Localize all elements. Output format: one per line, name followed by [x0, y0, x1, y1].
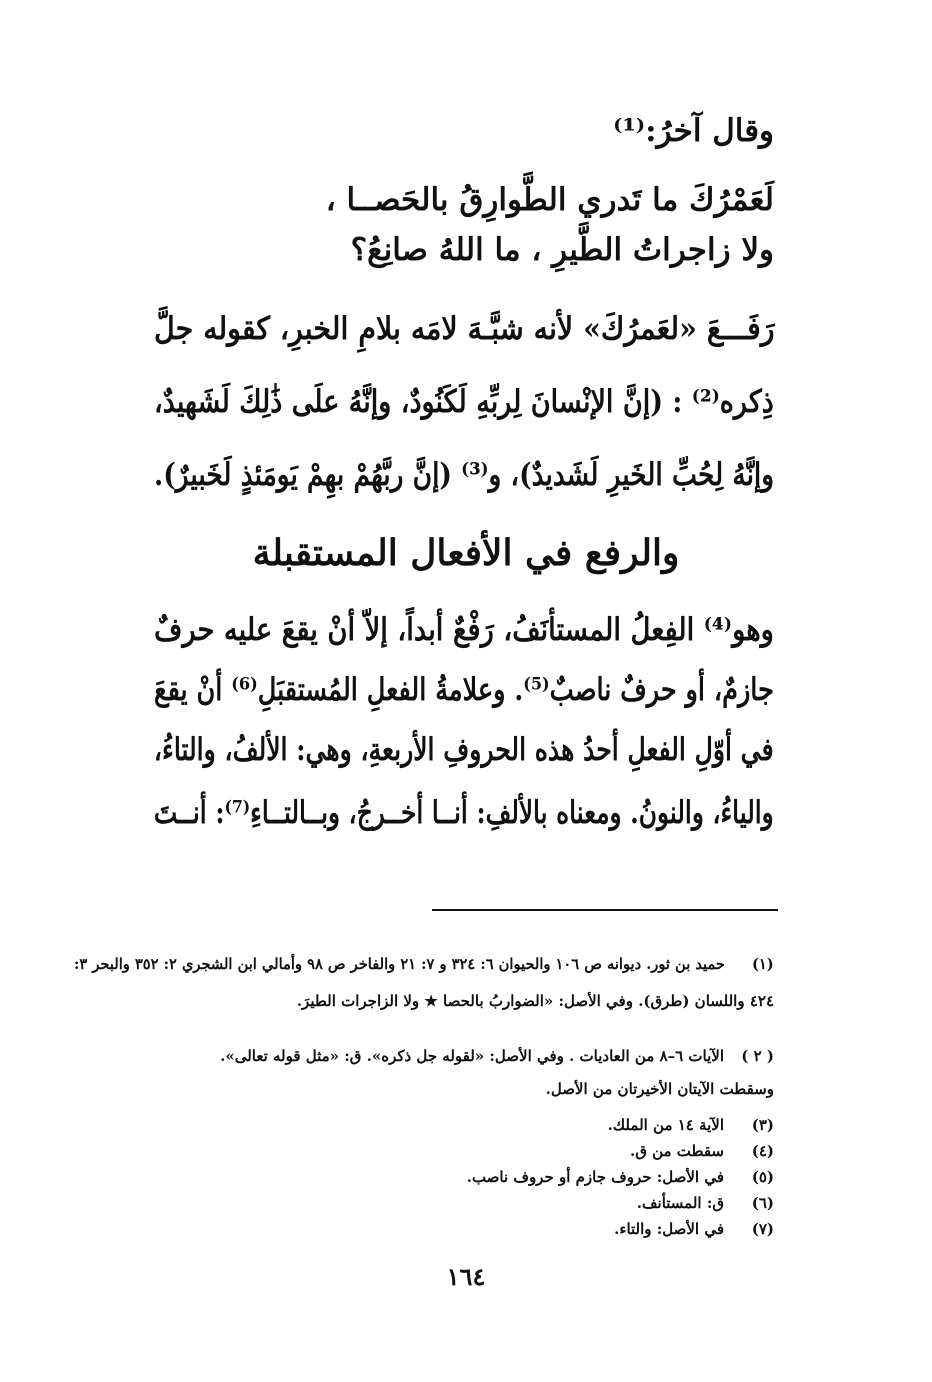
page-number: ١٦٤	[446, 1262, 486, 1291]
footnote-6	[637, 1194, 774, 1214]
paragraph-line: وإنَّهُ لِحُبِّ الخَيرِ لَشَديدٌ)، و⁽³⁾ (إنَّ ربَّهُمْ بهِمْ يَومَئذٍ لَخَبيرٌ).	[153, 457, 774, 493]
section-heading: والرفع في الأفعال المستقبلة	[252, 532, 680, 574]
footnote-2	[220, 1047, 774, 1067]
verse-first-hemistich: لَعَمْرُكَ ما تَدري الطَّوارِقُ بالحَصــا ،	[325, 182, 774, 218]
paragraph-line: رَفَـــعَ «لعَمرُكَ» لأنه شبَّـهَ لامَه بلامِ الخبرِ، كقوله جلَّ	[153, 311, 774, 347]
paragraph-line: جازمٌ، أو حرفٌ ناصبٌ⁽⁵⁾. وعلامةُ الفعلِ المُستقبَلِ⁽⁶⁾ أنْ يقعَ	[154, 672, 774, 708]
footnote-number: (٥)	[751, 1168, 774, 1186]
footnote-1	[74, 955, 774, 975]
footnote-5	[467, 1168, 774, 1188]
footnote-separator	[432, 909, 778, 911]
footnote-4	[630, 1142, 774, 1162]
footnote-number: (٤)	[751, 1142, 774, 1160]
footnote-2-continuation: وسقطت الآيتان الأخيرتان من الأصل.	[545, 1080, 774, 1098]
footnote-number: (١)	[752, 955, 774, 973]
footnote-7	[614, 1220, 774, 1240]
footnote-3	[608, 1116, 774, 1136]
footnote-1-continuation: ٤٢٤ واللسان (طرق). وفي الأصل: «الضواربُ بالحصا ★ ولا الزاجرات الطيرَ.	[296, 992, 774, 1010]
footnote-number: (٦)	[751, 1194, 774, 1212]
paragraph-line: ذِكره⁽²⁾ : (إنَّ الإنْسانَ لِربِّهِ لَكَنُودٌ، وإنَّهُ علَى ذَٰلِكَ لَشَهيدٌ،	[154, 384, 774, 420]
footnote-text: الآية ١٤ من الملك.	[607, 1116, 724, 1134]
footnote-text: في الأصل: والتاء.	[614, 1220, 724, 1238]
footnote-text: سقطت من ق.	[630, 1142, 724, 1160]
footnote-number: (٣)	[751, 1116, 774, 1134]
footnote-text: الآيات ٦–٨ من العاديات . وفي الأصل: «لقوله جل ذكره». ق: «مثل قوله تعالى».	[220, 1047, 724, 1065]
intro-line: وقال آخرُ:⁽¹⁾	[613, 113, 774, 149]
paragraph-line: وهو⁽⁴⁾ الفِعلُ المستأنَفُ، رَفْعٌ أبداً، إلاّ أنْ يقعَ عليه حرفٌ	[154, 612, 774, 648]
paragraph-line: والياءُ، والنونُ. ومعناه بالألفِ: أنــا أخــرجُ، وبــالتــاءِ⁽⁷⁾: أنــتَ	[154, 795, 775, 831]
footnote-text: حميد بن ثور. ديوانه ص ١٠٦ والحيوان ٦: ٣٢٤ و ٧: ٢١ والفاخر ص ٩٨ وأمالي ابن الشجري ٢: ٣٥٢ والبحر ٣:	[74, 955, 726, 973]
verse-second-hemistich: ولا زاجراتُ الطَّيرِ ، ما اللهُ صانِعُ؟	[350, 232, 774, 268]
footnote-text: ق: المستأنف.	[636, 1194, 724, 1212]
footnote-number: ( ٢ )	[741, 1047, 774, 1065]
paragraph-line: في أوّلِ الفعلِ أحدُ هذه الحروفِ الأربعةِ، وهي: الألفُ، والتاءُ،	[154, 732, 774, 768]
footnote-number: (٧)	[751, 1220, 774, 1238]
footnote-text: في الأصل: حروف جازم أو حروف ناصب.	[466, 1168, 724, 1186]
